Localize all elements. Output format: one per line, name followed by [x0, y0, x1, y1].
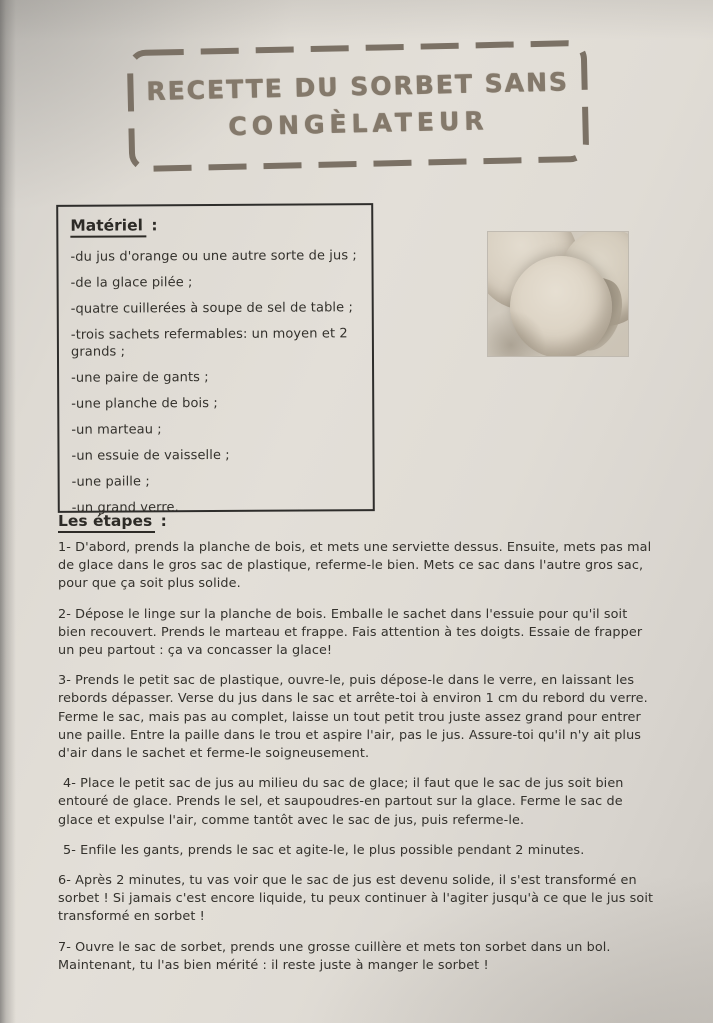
materiel-item: -une paille ;	[71, 474, 150, 490]
step-paragraph-6: 6- Après 2 minutes, tu vas voir que le sac de jus est devenu solide, il s'est transformé en sorbet ! Si jamais c'est encore liquide, tu peux continuer à l'agiter jusqu'à ce que le jus soit transformé en sorbet !	[58, 873, 654, 925]
step-paragraph-4: 4- Place le petit sac de jus au milieu du sac de glace; il faut que le sac de jus soit bien entouré de glace. Prends le sel, et saupoudres-en partout sur la glace. Ferme le sac de glace et expulse l'air, comme tantôt avec le sac de jus, puis referme-le.	[58, 776, 624, 828]
step-paragraph-1: 1- D'abord, prends la planche de bois, et mets une serviette dessus. Ensuite, mets pas mal de glace dans le gros sac de plastique, referme-le bien. Mets ce sac dans l'autre gros sac, pour que ça soit plus solide.	[58, 540, 652, 592]
materiel-box	[56, 203, 375, 516]
steps-heading-colon: :	[160, 512, 167, 530]
materiel-item: -un grand verre.	[71, 500, 179, 516]
materiel-item: -de la glace pilée ;	[70, 275, 193, 291]
materiel-heading-text: Matériel	[70, 216, 146, 237]
sorbet-photo	[488, 232, 628, 356]
step-paragraph-3: 3- Prends le petit sac de plastique, ouvre-le, puis dépose-le dans le verre, en laissant les rebords dépasser. Verse du jus dans le sac et arrête-toi à environ 1 cm du rebord du verre. Ferme le sac, mais pas au complet, laisse un tout petit trou juste assez grand pour entrer une paille. Entre la paille dans le trou et aspire l'air, pas le jus. Assure-toi qu'il n'y ait plus d'air dans le sachet et ferme-le soigneusement.	[58, 673, 648, 762]
materiel-heading	[70, 215, 361, 235]
title-line-2: CONGÈLATEUR	[228, 106, 489, 141]
steps-section	[58, 512, 659, 987]
materiel-item: -une paire de gants ;	[71, 370, 209, 386]
materiel-list	[70, 247, 362, 517]
materiel-item: -une planche de bois ;	[71, 395, 218, 412]
materiel-item: -un marteau ;	[71, 422, 162, 438]
materiel-item: -quatre cuillerées à soupe de sel de table ;	[70, 300, 353, 317]
materiel-item: -trois sachets refermables: un moyen et 2 grands ;	[70, 326, 348, 360]
materiel-item: -un essuie de vaisselle ;	[71, 447, 230, 464]
materiel-heading-colon: :	[151, 216, 158, 235]
steps-heading-text: Les étapes	[58, 512, 155, 533]
page-title	[126, 63, 590, 147]
materiel-item: -du jus d'orange ou une autre sorte de jus ;	[70, 248, 357, 265]
step-paragraph-7: 7- Ouvre le sac de sorbet, prends une grosse cuillère et mets ton sorbet dans un bol. Maintenant, tu l'as bien mérité : il reste juste à manger le sorbet !	[58, 939, 611, 973]
title-line-1: RECETTE DU SORBET SANS	[145, 67, 570, 106]
steps-heading	[58, 512, 659, 530]
step-paragraph-5: 5- Enfile les gants, prends le sac et agite-le, le plus possible pendant 2 minutes.	[63, 842, 585, 858]
step-paragraph-2: 2- Dépose le linge sur la planche de bois. Emballe le sachet dans l'essuie pour qu'il soit bien recouvert. Prends le marteau et frappe. Fais attention à tes doigts. Essaie de frapper un peu partout : ça va concasser la glace!	[58, 606, 643, 659]
title-stamp	[126, 39, 591, 173]
